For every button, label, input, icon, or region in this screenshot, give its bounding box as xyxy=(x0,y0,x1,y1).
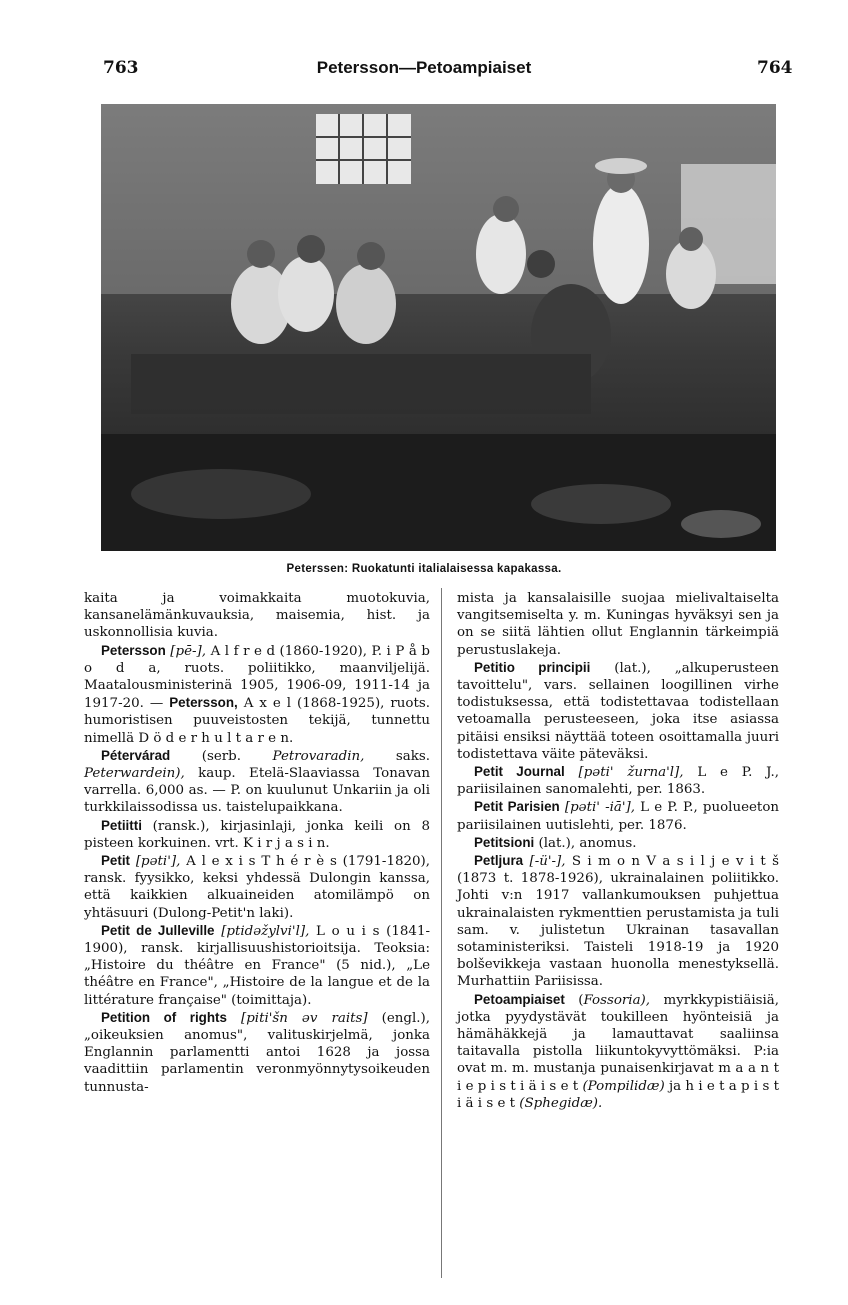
column-divider xyxy=(441,588,442,1278)
entry-italic: (Pompilidæ) xyxy=(582,1078,665,1094)
left-entry xyxy=(84,817,430,852)
page-number-left: 763 xyxy=(103,58,139,78)
entry-italic: Petrovaradin, xyxy=(272,748,365,764)
entry-text: (serb. xyxy=(170,748,273,764)
entry-headword: Petition of rights xyxy=(101,1009,227,1025)
left-column xyxy=(84,590,430,1096)
right-continuation: mista ja kansalaisille suojaa mielivaltaiselta vangitsemiselta y. m. Kuningas hyväksyi sen ja on se siitä lähtien ollut Englannin tärkeimpiä perustuslakeja. xyxy=(457,591,779,658)
left-entry xyxy=(84,852,430,922)
entry-text: myrkkypistiäisiä, jotka pyydystävät toukilleen hyönteisiä ja hämähäkkejä ja lamauttavat saaliinsa taitavalla pistolla liikuntokyvyttömäksi. P:ia ovat m. m. mustanja punaisenkirjavat m a a n t i e p i s t i ä i s e t xyxy=(457,992,779,1094)
entry-text: saks. xyxy=(364,748,431,764)
entry-text: (lat.), „alkuperusteen tavoittelu", vars. sellainen loogillinen virhe todistuksessa, että todistettavaa todistellaan vetoamalla perusteeseen, joka itse asiassa pitäisi ensiksi näyttää toteen osoittamalla juuri todistettava väite päteväksi. xyxy=(457,660,779,762)
entry-italic: Fossoria), xyxy=(583,992,651,1008)
entry-italic: (Sphegidæ). xyxy=(519,1095,603,1111)
entry-text: A l f r e d (1860-1920), P. i P å b o d a, ruots. poliitikko, maanviljelijä. Maatalousministerinä 1905, 1906-09, 1911-14 ja 1917-20. — xyxy=(84,643,431,712)
right-entry xyxy=(457,834,779,852)
entry-pronunciation: [pəti'], xyxy=(135,854,181,870)
entry-text: ja h i e t a p i s t i ä i s e t xyxy=(457,1078,779,1111)
right-entry xyxy=(457,991,779,1112)
left-continuation: kaita ja voimakkaita muotokuvia, kansanelämänkuvauksia, maisemia, hist. ja uskonnollisia kuvia. xyxy=(84,591,430,641)
entry-pronunciation: [piti'šn əv raits] xyxy=(240,1010,368,1026)
entry-pronunciation: [ptidəžylvi'l], xyxy=(221,923,310,939)
entry-italic: Peterwardein), xyxy=(84,766,185,782)
entry-headword: Pétervárad xyxy=(101,747,171,763)
entry-text: (engl.), „oikeuksien anomus", valituskirjelmä, jonka Englannin parlamentti antoi 1628 ja jossa vaadittiin parlamentin veronmyönnytysoikeuden tunnusta- xyxy=(84,1010,431,1095)
figure-caption: Peterssen: Ruokatunti italialaisessa kapakassa. xyxy=(286,563,562,575)
entry-pronunciation: [pəti' žurna'l], xyxy=(578,765,684,781)
entry-text: L o u i s (1841-1900), ransk. kirjallisuushistorioitsija. Teoksia: „Histoire du théâtre en France" (5 nid.), „Le théâtre en France", „Histoire de la langue et de la littérature française" (toimittaja). xyxy=(84,923,430,1008)
entry-headword: Petersson xyxy=(101,642,166,658)
page-number-right: 764 xyxy=(757,58,793,78)
left-entry xyxy=(84,747,430,817)
entry-pronunciation: [pəti' -iā'], xyxy=(564,800,636,816)
right-entry xyxy=(457,659,779,763)
entry-headword: Petit Parisien xyxy=(474,799,560,815)
right-entry xyxy=(457,763,779,798)
entry-text: L e P. J., pariisilainen sanomalehti, per. 1863. xyxy=(457,765,779,798)
entry-headword: Petit Journal xyxy=(474,764,565,780)
entry-headword: Petitio principii xyxy=(474,659,591,675)
entry-headword: Petersson, xyxy=(169,695,238,711)
running-title: Petersson—Petoampiaiset xyxy=(316,58,532,77)
entry-pronunciation: [pē-], xyxy=(170,643,207,659)
entry-headword: Petitsioni xyxy=(474,834,535,850)
entry-text: (lat.), anomus. xyxy=(534,835,637,851)
entry-headword: Petiitti xyxy=(101,817,142,833)
entry-text: (ransk.), kirjasinlaji, jonka keili on 8 pisteen korkuinen. vrt. K i r j a s i n. xyxy=(84,818,430,851)
entry-headword: Petoampiaiset xyxy=(474,991,565,1007)
right-column xyxy=(457,590,779,1112)
left-entry xyxy=(84,922,430,1009)
entry-headword: Petit de Julleville xyxy=(101,922,215,938)
entry-pronunciation: [-ü'-], xyxy=(529,854,566,870)
photograph-tavern-lunch xyxy=(101,104,776,551)
entry-text: A l e x i s T h é r è s (1791-1820), ransk. fyysikko, keksi yhdessä Dulongin kanssa, että kaikkien alkuaineiden atomilämpö on yhtäsuuri (Dulong-Petit'n laki). xyxy=(84,854,431,921)
left-entry xyxy=(84,1009,430,1096)
left-entry xyxy=(84,642,430,747)
entry-text: L e P. P., puolueeton pariisilainen uutislehti, per. 1876. xyxy=(457,800,779,833)
entry-text: A x e l (1868-1925), ruots. humoristisen puuveistosten tekijä, tunnettu nimellä D ö d e r h u l t a r e n. xyxy=(84,696,430,746)
entry-headword: Petljura xyxy=(474,853,524,869)
entry-text: kaup. Etelä-Slaaviassa Tonavan varrella. 6,000 as. — P. on kuulunut Unkariin ja oli turkkilaissodissa us. taistelupaikkana. xyxy=(84,766,430,816)
entry-headword: Petit xyxy=(101,853,131,869)
right-entry xyxy=(457,798,779,833)
entry-text: ( xyxy=(564,992,584,1008)
entry-text: S i m o n V a s i l j e v i t š (1873 t. 1878-1926), ukrainalainen poliitikko. Johti v:n 1917 vallankumouksen puhjettua ukrainalaisten rykmenttien perustamista ja tuli sam. v. julistetun Ukrainan tasavallan sotaministeriksi. Taisteli 1918-19 ja 1920 bolševikkeja vastaan huonolla menestyksellä. Murhattiin Pariisissa. xyxy=(457,854,779,990)
right-entry xyxy=(457,852,779,991)
